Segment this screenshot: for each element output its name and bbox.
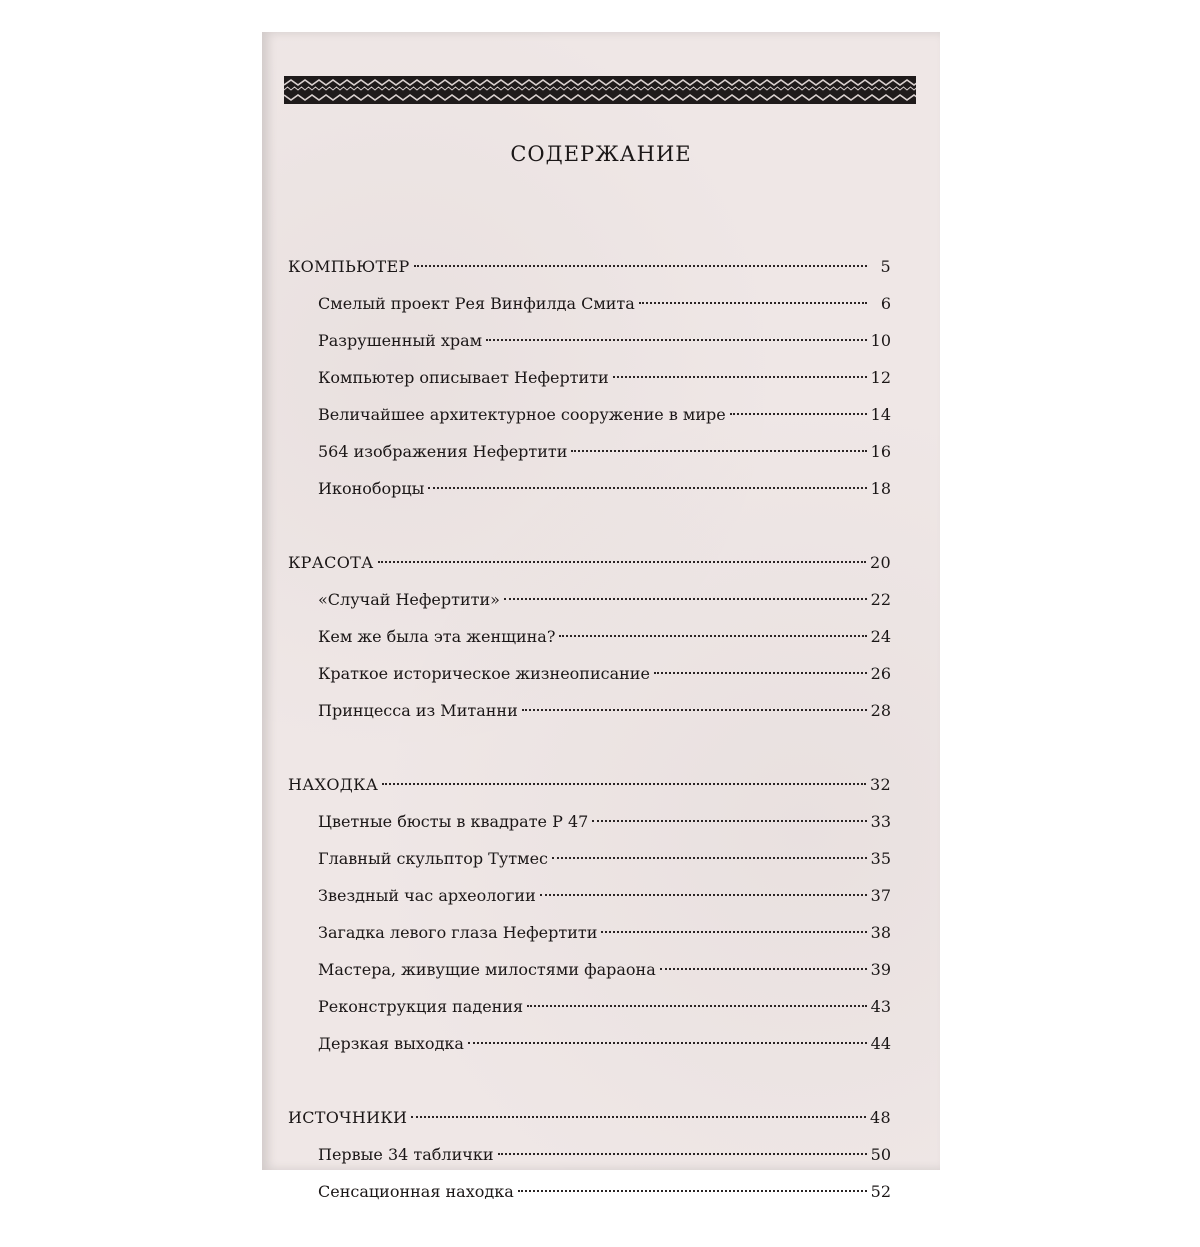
- dot-leader: [486, 339, 867, 341]
- page-number: 32: [870, 775, 891, 794]
- page-number: 10: [870, 331, 891, 350]
- dot-leader: [382, 783, 866, 785]
- entry-title: Принцесса из Митанни: [318, 701, 518, 720]
- entry-title: Дерзкая выходка: [318, 1034, 464, 1053]
- toc-entry: [288, 840, 891, 877]
- entry-title: 564 изображения Нефертити: [318, 442, 568, 461]
- page-number: 44: [870, 1034, 891, 1053]
- dot-leader: [522, 709, 867, 711]
- toc-entry: [288, 1025, 891, 1062]
- dot-leader: [654, 672, 867, 674]
- toc-entry: [288, 285, 891, 322]
- page-number: 18: [870, 479, 891, 498]
- entry-title: Первые 34 таблички: [318, 1145, 494, 1164]
- entry-title: Кем же была эта женщина?: [318, 627, 556, 646]
- dot-leader: [540, 894, 867, 896]
- entry-title: Загадка левого глаза Нефертити: [318, 923, 598, 942]
- toc-entry: [288, 1136, 891, 1173]
- dot-leader: [552, 857, 867, 859]
- entry-title: Краткое историческое жизнеописание: [318, 664, 650, 683]
- page-number: 14: [870, 405, 891, 424]
- toc-entry: [288, 988, 891, 1025]
- page-number: 16: [870, 442, 891, 461]
- toc-entry: [288, 359, 891, 396]
- page-number: 28: [870, 701, 891, 720]
- page-number: 26: [870, 664, 891, 683]
- toc-entry: [288, 396, 891, 433]
- page-number: 24: [870, 627, 891, 646]
- dot-leader: [411, 1116, 866, 1118]
- page-number: 37: [870, 886, 891, 905]
- page-number: 12: [870, 368, 891, 387]
- page-number: 33: [870, 812, 891, 831]
- toc-entry: [288, 433, 891, 470]
- toc-entry: [288, 322, 891, 359]
- page-number: 39: [870, 960, 891, 979]
- toc-entry: [288, 951, 891, 988]
- page-number: 22: [870, 590, 891, 609]
- toc-entry: [288, 692, 891, 729]
- toc-section-heading: [288, 544, 891, 581]
- entry-title: Цветные бюсты в квадрате Р 47: [318, 812, 589, 831]
- toc-entry: [288, 914, 891, 951]
- section-title: НАХОДКА: [288, 775, 379, 794]
- page-number: 52: [870, 1182, 891, 1201]
- entry-title: Величайшее архитектурное сооружение в мире: [318, 405, 726, 424]
- toc-entry: [288, 618, 891, 655]
- entry-title: Реконструкция падения: [318, 997, 524, 1016]
- entry-title: Мастера, живущие милостями фараона: [318, 960, 656, 979]
- page-number: 38: [870, 923, 891, 942]
- dot-leader: [468, 1042, 867, 1044]
- toc-section-heading: [288, 766, 891, 803]
- entry-title: Компьютер описывает Нефертити: [318, 368, 609, 387]
- section-title: ИСТОЧНИКИ: [288, 1108, 408, 1127]
- table-of-contents: [288, 248, 891, 1247]
- dot-leader: [518, 1190, 867, 1192]
- toc-entry: [288, 877, 891, 914]
- section-title: КОМПЬЮТЕР: [288, 257, 410, 276]
- toc-section: [288, 1099, 891, 1210]
- page-number: 5: [880, 257, 891, 276]
- entry-title: Иконоборцы: [318, 479, 425, 498]
- page-number: 50: [870, 1145, 891, 1164]
- toc-entry: [288, 655, 891, 692]
- dot-leader: [414, 265, 867, 267]
- page-number: 48: [870, 1108, 891, 1127]
- toc-entry: [288, 803, 891, 840]
- dot-leader: [660, 968, 867, 970]
- page-number: 6: [880, 294, 891, 313]
- page-number: 35: [870, 849, 891, 868]
- entry-title: Сенсационная находка: [318, 1182, 514, 1201]
- entry-title: Разрушенный храм: [318, 331, 483, 350]
- entry-title: Смелый проект Рея Винфилда Смита: [318, 294, 635, 313]
- dot-leader: [378, 561, 867, 563]
- dot-leader: [498, 1153, 867, 1155]
- section-title: КРАСОТА: [288, 553, 374, 572]
- toc-section-heading: [288, 1099, 891, 1136]
- toc-section-heading: [288, 248, 891, 285]
- dot-leader: [504, 598, 867, 600]
- dot-leader: [601, 931, 866, 933]
- page-number: 20: [870, 553, 891, 572]
- page-title: СОДЕРЖАНИЕ: [510, 142, 692, 166]
- entry-title: «Случай Нефертити»: [318, 590, 500, 609]
- toc-section: [288, 544, 891, 729]
- dot-leader: [613, 376, 867, 378]
- dot-leader: [730, 413, 867, 415]
- toc-section: [288, 766, 891, 1062]
- toc-entry: [288, 470, 891, 507]
- entry-title: Главный скульптор Тутмес: [318, 849, 548, 868]
- ornament-border: [284, 76, 916, 104]
- toc-entry: [288, 581, 891, 618]
- book-page: [262, 32, 940, 1201]
- toc-entry: [288, 1173, 891, 1210]
- dot-leader: [527, 1005, 867, 1007]
- dot-leader: [571, 450, 866, 452]
- dot-leader: [428, 487, 866, 489]
- entry-title: Звездный час археологии: [318, 886, 536, 905]
- dot-leader: [559, 635, 866, 637]
- toc-section: [288, 248, 891, 507]
- dot-leader: [592, 820, 866, 822]
- page-number: 43: [870, 997, 891, 1016]
- dot-leader: [639, 302, 867, 304]
